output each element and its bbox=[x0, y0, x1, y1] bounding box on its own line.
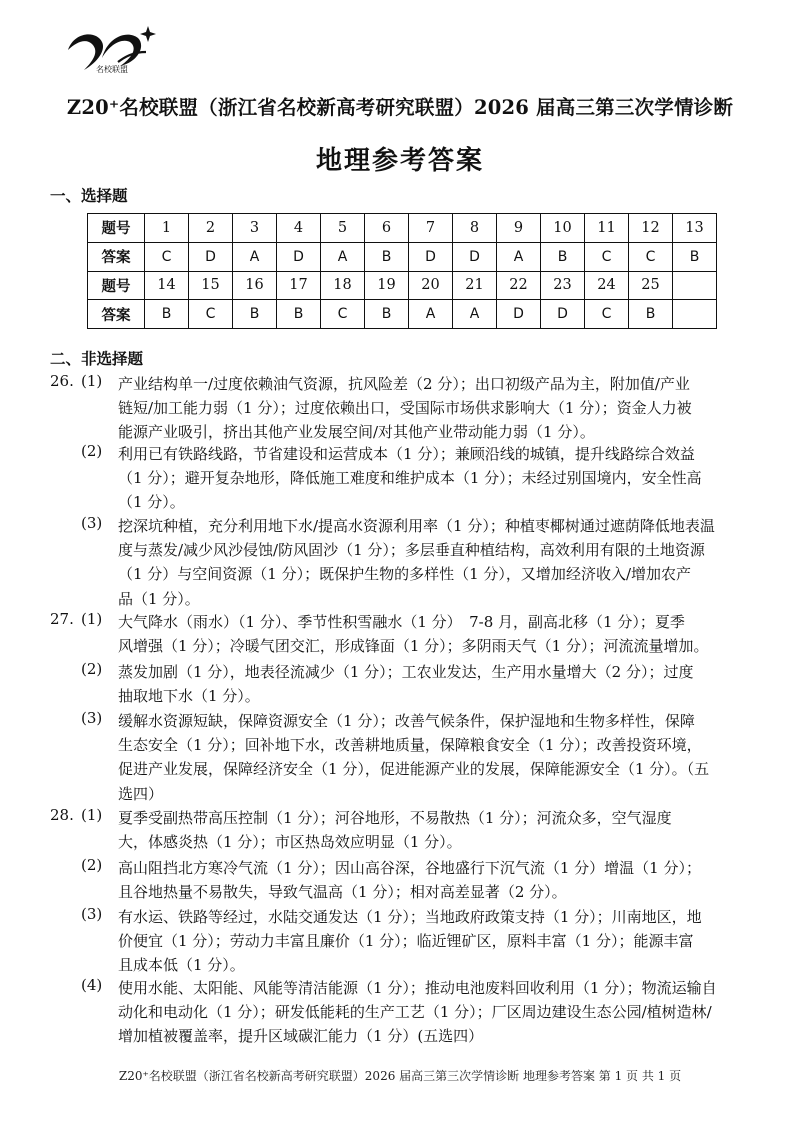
section-nonchoice-title: 二、非选择题 bbox=[50, 349, 144, 368]
question-number-cell: 8 bbox=[453, 214, 497, 243]
answer-cell: C bbox=[145, 242, 189, 271]
part-label: (2) bbox=[81, 856, 103, 874]
answer-table-row-header: 答案 bbox=[88, 300, 145, 329]
answer-line: 有水运、铁路等经过，水陆交通发达（1 分）；当地政府政策支持（1 分）；川南地区，地 bbox=[118, 908, 702, 926]
page-footer: Z20⁺名校联盟（浙江省名校新高考研究联盟）2026 届高三第三次学情诊断 地理参考答案 第 1 页 共 1 页 bbox=[118, 1069, 682, 1083]
exam-title-line: Z20⁺名校联盟（浙江省名校新高考研究联盟）2026 届高三第三次学情诊断 bbox=[66, 96, 734, 119]
answer-table-row bbox=[88, 214, 717, 243]
answer-line: 选四） bbox=[118, 784, 164, 803]
answer-cell: A bbox=[409, 300, 453, 329]
part-label: (4) bbox=[81, 976, 103, 994]
answer-cell: D bbox=[541, 300, 585, 329]
answer-cell: D bbox=[497, 300, 541, 329]
answer-line: 抽取地下水（1 分）。 bbox=[118, 687, 260, 706]
answer-line: （1 分）；避开复杂地形，降低施工难度和维护成本（1 分）；未经过别国境内，安全性高 bbox=[118, 469, 702, 488]
part-label: (1) bbox=[81, 806, 103, 824]
answer-cell: B bbox=[629, 300, 673, 329]
question-number-cell: 12 bbox=[629, 214, 673, 243]
question-number-cell: 4 bbox=[277, 214, 321, 243]
question-number-cell: 18 bbox=[321, 271, 365, 300]
question-number-cell bbox=[673, 271, 717, 300]
question-number-cell: 20 bbox=[409, 271, 453, 300]
answer-line: 利用已有铁路线路，节省建设和运营成本（1 分）；兼顾沿线的城镇，提升线路综合效益 bbox=[118, 445, 695, 463]
part-text bbox=[118, 442, 756, 515]
answer-line: 促进产业发展，保障经济安全（1 分），促进能源产业的发展，保障能源安全（1 分）。（五 bbox=[118, 760, 710, 779]
part-label: (2) bbox=[81, 660, 103, 678]
answer-line: （1 分）与空间资源（1 分）；既保护生物的多样性（1 分），又增加经济收入/增加农产 bbox=[118, 565, 691, 584]
part-text bbox=[118, 514, 756, 611]
answer-cell: B bbox=[233, 300, 277, 329]
part-text bbox=[118, 905, 756, 978]
question-number-cell: 5 bbox=[321, 214, 365, 243]
question-number: 28. bbox=[50, 806, 74, 824]
question-number-cell: 10 bbox=[541, 214, 585, 243]
part-text bbox=[118, 372, 756, 445]
question-number-cell: 15 bbox=[189, 271, 233, 300]
answer-line: 动化和电动化（1 分）；研发低能耗的生产工艺（1 分）；厂区周边建设生态公园/植树造林/ bbox=[118, 1003, 712, 1022]
question-number-cell: 11 bbox=[585, 214, 629, 243]
answer-line: 产业结构单一/过度依赖油气资源，抗风险差（2 分）；出口初级产品为主，附加值/产业 bbox=[118, 375, 690, 393]
question-number-cell: 7 bbox=[409, 214, 453, 243]
answer-table-row bbox=[88, 300, 717, 329]
answer-cell: D bbox=[277, 242, 321, 271]
answer-line: 使用水能、太阳能、风能等清洁能源（1 分）；推动电池废料回收利用（1 分）；物流运输自 bbox=[118, 979, 717, 997]
answer-table bbox=[87, 213, 717, 329]
answer-line: 增加植被覆盖率，提升区域碳汇能力（1 分）(五选四） bbox=[118, 1027, 484, 1046]
part-label: (3) bbox=[81, 709, 103, 727]
answer-cell: C bbox=[585, 242, 629, 271]
answer-cell: A bbox=[453, 300, 497, 329]
part-text bbox=[118, 856, 756, 904]
answer-line: 大，体感炎热（1 分）；市区热岛效应明显（1 分）。 bbox=[118, 833, 462, 852]
question-number-cell: 17 bbox=[277, 271, 321, 300]
answer-line: 夏季受副热带高压控制（1 分）；河谷地形，不易散热（1 分）；河流众多，空气湿度 bbox=[118, 809, 672, 827]
question-number: 26. bbox=[50, 372, 74, 390]
answer-line: 大气降水（雨水）（1 分）、季节性积雪融水（1 分） 7-8 月，副高北移（1 分）；夏季 bbox=[118, 613, 685, 631]
part-text bbox=[118, 709, 756, 806]
document-title: 地理参考答案 bbox=[315, 146, 484, 176]
question-number-cell: 2 bbox=[189, 214, 233, 243]
question-number-cell: 22 bbox=[497, 271, 541, 300]
question-number-cell: 13 bbox=[673, 214, 717, 243]
question-number-cell: 1 bbox=[145, 214, 189, 243]
answer-cell: A bbox=[321, 242, 365, 271]
answer-cell: C bbox=[321, 300, 365, 329]
answer-cell: B bbox=[145, 300, 189, 329]
question-number-cell: 3 bbox=[233, 214, 277, 243]
answer-line: 品（1 分）。 bbox=[118, 589, 200, 608]
question-number-cell: 21 bbox=[453, 271, 497, 300]
question-number-cell: 23 bbox=[541, 271, 585, 300]
answer-line: 风增强（1 分）；冷暖气团交汇，形成锋面（1 分）；多阴雨天气（1 分）；河流流量增加。 bbox=[118, 637, 709, 656]
question-number-cell: 9 bbox=[497, 214, 541, 243]
answer-line: 且谷地热量不易散失，导致气温高（1 分）；相对高差显著（2 分）。 bbox=[118, 883, 567, 902]
question-number-cell: 6 bbox=[365, 214, 409, 243]
answer-table-row-header: 题号 bbox=[88, 271, 145, 300]
part-text bbox=[118, 976, 756, 1049]
question-number-cell: 14 bbox=[145, 271, 189, 300]
answer-line: 度与蒸发/减少风沙侵蚀/防风固沙（1 分）；多层垂直种植结构，高效利用有限的土地资源 bbox=[118, 541, 705, 560]
question-number-cell: 25 bbox=[629, 271, 673, 300]
part-label: (2) bbox=[81, 442, 103, 460]
answer-cell: B bbox=[365, 300, 409, 329]
answer-cell: D bbox=[189, 242, 233, 271]
part-label: (3) bbox=[81, 905, 103, 923]
question-number: 27. bbox=[50, 610, 74, 628]
logo-caption: 名校联盟 bbox=[96, 65, 128, 74]
answer-line: 且成本低（1 分）。 bbox=[118, 956, 245, 975]
answer-cell: D bbox=[453, 242, 497, 271]
question-number-cell: 16 bbox=[233, 271, 277, 300]
part-text bbox=[118, 660, 756, 708]
part-label: (1) bbox=[81, 610, 103, 628]
section-choice-title: 一、选择题 bbox=[50, 186, 128, 205]
answer-cell: B bbox=[277, 300, 321, 329]
answer-line: 能源产业吸引，挤出其他产业发展空间/对其他产业带动能力弱（1 分）。 bbox=[118, 423, 595, 442]
answer-line: 蒸发加剧（1 分），地表径流减少（1 分）；工农业发达，生产用水量增大（2 分）；过度 bbox=[118, 663, 694, 681]
answer-cell: A bbox=[233, 242, 277, 271]
answer-cell: B bbox=[673, 242, 717, 271]
answer-cell: C bbox=[585, 300, 629, 329]
answer-table-row-header: 题号 bbox=[88, 214, 145, 243]
answer-line: 挖深坑种植，充分利用地下水/提高水资源利用率（1 分）；种植枣椰树通过遮荫降低地表温 bbox=[118, 517, 715, 535]
answer-cell bbox=[673, 300, 717, 329]
answer-cell: B bbox=[541, 242, 585, 271]
part-text bbox=[118, 610, 756, 658]
part-text bbox=[118, 806, 756, 854]
answer-cell: B bbox=[365, 242, 409, 271]
answer-line: 价便宜（1 分）；劳动力丰富且廉价（1 分）；临近锂矿区，原料丰富（1 分）；能源丰富 bbox=[118, 932, 694, 951]
part-label: (3) bbox=[81, 514, 103, 532]
answer-cell: A bbox=[497, 242, 541, 271]
answer-table-row-header: 答案 bbox=[88, 242, 145, 271]
answer-table-row bbox=[88, 242, 717, 271]
question-number-cell: 19 bbox=[365, 271, 409, 300]
answer-table-row bbox=[88, 271, 717, 300]
answer-line: 链短/加工能力弱（1 分）；过度依赖出口，受国际市场供求影响大（1 分）；资金人力被 bbox=[118, 399, 692, 418]
answer-cell: C bbox=[629, 242, 673, 271]
question-number-cell: 24 bbox=[585, 271, 629, 300]
answer-line: 高山阻挡北方寒冷气流（1 分）；因山高谷深，谷地盛行下沉气流（1 分）增温（1 分）； bbox=[118, 859, 701, 877]
answer-cell: D bbox=[409, 242, 453, 271]
answer-cell: C bbox=[189, 300, 233, 329]
answer-line: 缓解水资源短缺，保障资源安全（1 分）；改善气候条件，保护湿地和生物多样性，保障 bbox=[118, 712, 695, 730]
answer-line: （1 分）。 bbox=[118, 493, 185, 512]
answer-line: 生态安全（1 分）；回补地下水，改善耕地质量，保障粮食安全（1 分）；改善投资环境， bbox=[118, 736, 702, 755]
part-label: (1) bbox=[81, 372, 103, 390]
